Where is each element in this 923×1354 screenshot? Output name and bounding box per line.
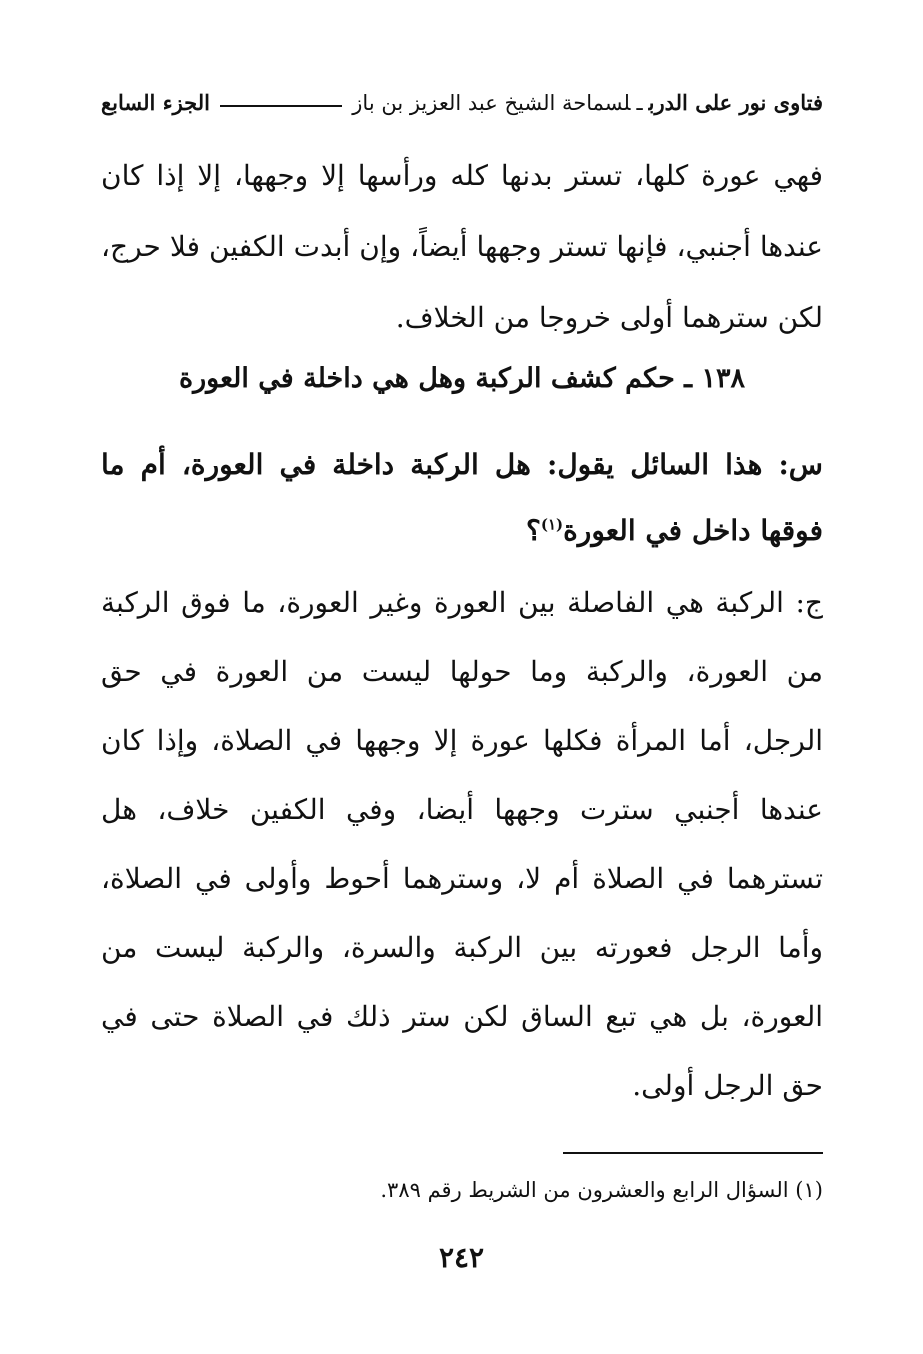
- header-author: لسماحة الشيخ عبد العزيز بن باز: [352, 90, 631, 115]
- section-heading: ١٣٨ ـ حكم كشف الركبة وهل هي داخلة في العورة: [179, 363, 745, 394]
- answer-paragraph: ج: الركبة هي الفاصلة بين العورة وغير العورة، ما فوق الركبة من العورة، والركبة وما حولها ليست من العورة في حق الرجل، أما المرأة فكلها عورة إلا وجهها في الصلاة، وإذا كان عندها أجنبي سترت وجهها أيضا، وفي الكفين خلاف، هل تسترهما في الصلاة أم لا، وسترهما أحوط وأولى في الصلاة، وأما الرجل فعورته بين الركبة والسرة، والركبة ليست من العورة، بل هي تبع الساق لكن ستر ذلك في الصلاة حتى في حق الرجل أولى.: [101, 586, 823, 1102]
- footnote-text: (١) السؤال الرابع والعشرون من الشريط رقم ٣٨٩.: [380, 1178, 823, 1202]
- page-number: ٢٤٢: [438, 1241, 485, 1274]
- header-separator: ـ: [636, 90, 643, 115]
- header-part: الجزء السابع: [101, 89, 210, 115]
- intro-paragraph: فهي عورة كلها، تستر بدنها كله ورأسها إلا وجهها، إلا إذا كان عندها أجنبي، فإنها تستر وجهها أيضاً، وإن أبدت الكفين فلا حرج، لكن سترهما أولى خروجا من الخلاف.: [101, 159, 823, 334]
- running-header: [101, 82, 823, 122]
- question-text: س: هذا السائل يقول: هل الركبة داخلة في العورة، أم ما فوقها داخل في العورة: [101, 448, 823, 547]
- footnote-reference[interactable]: (١): [540, 515, 564, 534]
- header-rule: [220, 105, 342, 107]
- footnote-divider: [563, 1152, 823, 1154]
- question-end-mark: ؟: [525, 514, 541, 547]
- header-book-title: فتاوى نور على الدرب: [648, 89, 823, 115]
- question-paragraph: [101, 432, 823, 564]
